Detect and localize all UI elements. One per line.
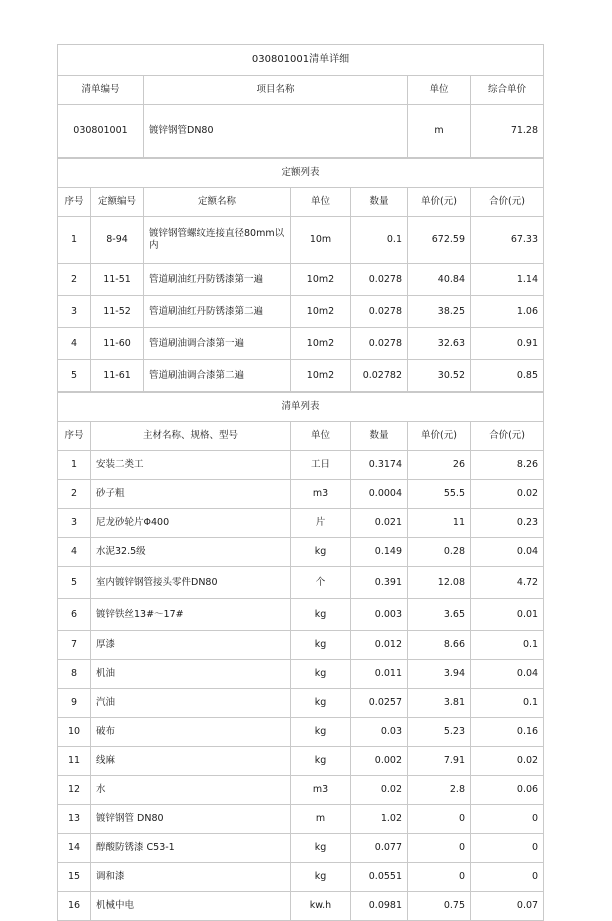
quota-header-unit: 单位 [291, 188, 351, 217]
bill-cell-no: 13 [58, 805, 91, 834]
bill-header-unit: 单位 [291, 422, 351, 451]
bill-header-row [58, 422, 544, 451]
bill-cell-qty: 1.02 [351, 805, 408, 834]
bill-cell-unit: kw.h [291, 892, 351, 921]
table-row [58, 660, 544, 689]
quota-header-price: 单价(元) [408, 188, 471, 217]
quota-cell-total: 1.06 [471, 296, 544, 328]
bill-cell-unit: kg [291, 631, 351, 660]
bill-cell-no: 10 [58, 718, 91, 747]
quota-cell-qty: 0.0278 [351, 328, 408, 360]
bill-cell-no: 4 [58, 538, 91, 567]
quota-list-table [57, 158, 544, 392]
bill-cell-name: 破布 [91, 718, 291, 747]
quota-cell-unit: 10m2 [291, 328, 351, 360]
bill-cell-no: 8 [58, 660, 91, 689]
bill-cell-no: 3 [58, 509, 91, 538]
quota-cell-no: 1 [58, 217, 91, 264]
bill-cell-unit: kg [291, 834, 351, 863]
bill-cell-no: 7 [58, 631, 91, 660]
table-row [58, 480, 544, 509]
quota-cell-no: 5 [58, 360, 91, 392]
bill-cell-name: 水 [91, 776, 291, 805]
bill-section-title-row [58, 393, 544, 422]
bill-cell-qty: 0.0551 [351, 863, 408, 892]
quota-cell-price: 32.63 [408, 328, 471, 360]
bill-cell-total: 0.06 [471, 776, 544, 805]
bill-cell-name: 砂子粗 [91, 480, 291, 509]
bill-cell-qty: 0.391 [351, 567, 408, 599]
table-row [58, 451, 544, 480]
bill-section-title: 清单列表 [58, 393, 544, 422]
bill-cell-name: 室内镀锌钢管接头零件DN80 [91, 567, 291, 599]
quota-header-code: 定额编号 [91, 188, 144, 217]
bill-cell-total: 0.02 [471, 747, 544, 776]
bill-cell-price: 11 [408, 509, 471, 538]
bill-cell-total: 0.1 [471, 689, 544, 718]
table-row [58, 217, 544, 264]
bill-cell-unit: kg [291, 599, 351, 631]
summary-header-unit: 单位 [408, 76, 471, 105]
bill-cell-no: 2 [58, 480, 91, 509]
quota-cell-unit: 10m2 [291, 264, 351, 296]
bill-cell-name: 安装二类工 [91, 451, 291, 480]
bill-cell-qty: 0.011 [351, 660, 408, 689]
quota-cell-no: 2 [58, 264, 91, 296]
bill-cell-price: 3.94 [408, 660, 471, 689]
quota-cell-code: 11-61 [91, 360, 144, 392]
bill-cell-no: 9 [58, 689, 91, 718]
bill-cell-qty: 0.0981 [351, 892, 408, 921]
bill-cell-total: 4.72 [471, 567, 544, 599]
quota-cell-total: 1.14 [471, 264, 544, 296]
summary-cell-unit: m [408, 105, 471, 158]
bill-cell-qty: 0.03 [351, 718, 408, 747]
table-row [58, 805, 544, 834]
quota-cell-no: 4 [58, 328, 91, 360]
quota-cell-unit: 10m [291, 217, 351, 264]
bill-header-price: 单价(元) [408, 422, 471, 451]
detail-sheet [57, 44, 543, 921]
bill-cell-price: 0.28 [408, 538, 471, 567]
quota-cell-total: 0.91 [471, 328, 544, 360]
bill-cell-total: 0.07 [471, 892, 544, 921]
bill-header-qty: 数量 [351, 422, 408, 451]
summary-header-price: 综合单价 [471, 76, 544, 105]
bill-header-name: 主材名称、规格、型号 [91, 422, 291, 451]
quota-cell-price: 672.59 [408, 217, 471, 264]
bill-cell-name: 线麻 [91, 747, 291, 776]
bill-cell-total: 0.04 [471, 538, 544, 567]
bill-cell-name: 汽油 [91, 689, 291, 718]
bill-cell-unit: kg [291, 660, 351, 689]
bill-cell-price: 0 [408, 834, 471, 863]
table-row [58, 509, 544, 538]
bill-cell-total: 0.04 [471, 660, 544, 689]
bill-cell-total: 0 [471, 805, 544, 834]
quota-cell-price: 38.25 [408, 296, 471, 328]
bill-cell-no: 15 [58, 863, 91, 892]
bill-cell-total: 8.26 [471, 451, 544, 480]
table-row [58, 264, 544, 296]
bill-cell-unit: kg [291, 863, 351, 892]
quota-cell-qty: 0.1 [351, 217, 408, 264]
bill-cell-total: 0.23 [471, 509, 544, 538]
quota-cell-no: 3 [58, 296, 91, 328]
summary-row [58, 105, 544, 158]
summary-header-row [58, 76, 544, 105]
bill-cell-no: 16 [58, 892, 91, 921]
bill-cell-price: 3.65 [408, 599, 471, 631]
table-row [58, 631, 544, 660]
bill-cell-price: 12.08 [408, 567, 471, 599]
bill-cell-no: 11 [58, 747, 91, 776]
bill-cell-price: 0 [408, 863, 471, 892]
bill-cell-name: 醇酸防锈漆 C53-1 [91, 834, 291, 863]
bill-cell-price: 0 [408, 805, 471, 834]
bill-cell-price: 7.91 [408, 747, 471, 776]
table-row [58, 328, 544, 360]
bill-cell-price: 2.8 [408, 776, 471, 805]
summary-table [57, 44, 544, 158]
bill-cell-name: 水泥32.5级 [91, 538, 291, 567]
table-row [58, 776, 544, 805]
bill-cell-price: 0.75 [408, 892, 471, 921]
bill-cell-unit: 片 [291, 509, 351, 538]
summary-cell-price: 71.28 [471, 105, 544, 158]
quota-cell-name: 镀锌钢管螺纹连接直径80mm以内 [144, 217, 291, 264]
quota-cell-total: 67.33 [471, 217, 544, 264]
table-row [58, 892, 544, 921]
quota-cell-name: 管道刷油红丹防锈漆第一遍 [144, 264, 291, 296]
quota-cell-qty: 0.0278 [351, 264, 408, 296]
quota-cell-code: 11-52 [91, 296, 144, 328]
bill-cell-unit: 个 [291, 567, 351, 599]
quota-cell-unit: 10m2 [291, 360, 351, 392]
quota-cell-qty: 0.02782 [351, 360, 408, 392]
summary-cell-code: 030801001 [58, 105, 144, 158]
summary-cell-name: 镀锌钢管DN80 [144, 105, 408, 158]
bill-cell-qty: 0.021 [351, 509, 408, 538]
quota-cell-name: 管道刷油调合漆第二遍 [144, 360, 291, 392]
table-row [58, 863, 544, 892]
bill-cell-name: 镀锌铁丝13#～17# [91, 599, 291, 631]
bill-cell-no: 14 [58, 834, 91, 863]
bill-cell-total: 0.02 [471, 480, 544, 509]
table-row [58, 834, 544, 863]
bill-cell-name: 尼龙砂轮片Φ400 [91, 509, 291, 538]
quota-header-total: 合价(元) [471, 188, 544, 217]
bill-cell-qty: 0.02 [351, 776, 408, 805]
quota-section-title-row [58, 159, 544, 188]
quota-cell-unit: 10m2 [291, 296, 351, 328]
bill-list-table [57, 392, 544, 921]
bill-cell-qty: 0.0257 [351, 689, 408, 718]
bill-cell-name: 机油 [91, 660, 291, 689]
bill-cell-unit: kg [291, 689, 351, 718]
bill-cell-no: 5 [58, 567, 91, 599]
bill-cell-qty: 0.012 [351, 631, 408, 660]
bill-cell-unit: 工日 [291, 451, 351, 480]
bill-cell-price: 55.5 [408, 480, 471, 509]
table-row [58, 599, 544, 631]
quota-header-no: 序号 [58, 188, 91, 217]
table-row [58, 567, 544, 599]
bill-cell-qty: 0.002 [351, 747, 408, 776]
table-row [58, 689, 544, 718]
table-row [58, 747, 544, 776]
bill-cell-unit: kg [291, 718, 351, 747]
bill-cell-name: 镀锌钢管 DN80 [91, 805, 291, 834]
bill-cell-no: 12 [58, 776, 91, 805]
bill-header-total: 合价(元) [471, 422, 544, 451]
summary-header-name: 项目名称 [144, 76, 408, 105]
summary-header-code: 清单编号 [58, 76, 144, 105]
bill-cell-price: 5.23 [408, 718, 471, 747]
bill-cell-no: 6 [58, 599, 91, 631]
bill-cell-qty: 0.0004 [351, 480, 408, 509]
quota-cell-qty: 0.0278 [351, 296, 408, 328]
bill-cell-no: 1 [58, 451, 91, 480]
bill-cell-unit: m3 [291, 480, 351, 509]
bill-cell-name: 调和漆 [91, 863, 291, 892]
bill-cell-unit: kg [291, 747, 351, 776]
bill-cell-price: 8.66 [408, 631, 471, 660]
bill-cell-unit: m [291, 805, 351, 834]
bill-cell-total: 0 [471, 834, 544, 863]
table-row [58, 718, 544, 747]
bill-cell-qty: 0.077 [351, 834, 408, 863]
bill-cell-unit: kg [291, 538, 351, 567]
bill-header-no: 序号 [58, 422, 91, 451]
quota-section-title: 定额列表 [58, 159, 544, 188]
table-row [58, 296, 544, 328]
page-title: 030801001清单详细 [58, 45, 544, 76]
quota-header-qty: 数量 [351, 188, 408, 217]
quota-cell-code: 11-51 [91, 264, 144, 296]
quota-cell-code: 11-60 [91, 328, 144, 360]
quota-cell-code: 8-94 [91, 217, 144, 264]
bill-cell-qty: 0.3174 [351, 451, 408, 480]
quota-cell-total: 0.85 [471, 360, 544, 392]
quota-header-row [58, 188, 544, 217]
quota-cell-name: 管道刷油调合漆第一遍 [144, 328, 291, 360]
bill-cell-price: 3.81 [408, 689, 471, 718]
quota-header-name: 定额名称 [144, 188, 291, 217]
quota-cell-name: 管道刷油红丹防锈漆第二遍 [144, 296, 291, 328]
bill-cell-name: 机械中电 [91, 892, 291, 921]
bill-cell-total: 0 [471, 863, 544, 892]
bill-cell-qty: 0.149 [351, 538, 408, 567]
bill-cell-name: 厚漆 [91, 631, 291, 660]
bill-cell-unit: m3 [291, 776, 351, 805]
quota-cell-price: 30.52 [408, 360, 471, 392]
bill-cell-total: 0.1 [471, 631, 544, 660]
quota-cell-price: 40.84 [408, 264, 471, 296]
bill-cell-total: 0.01 [471, 599, 544, 631]
bill-cell-price: 26 [408, 451, 471, 480]
bill-cell-qty: 0.003 [351, 599, 408, 631]
table-row [58, 360, 544, 392]
document-title-row [58, 45, 544, 76]
table-row [58, 538, 544, 567]
bill-cell-total: 0.16 [471, 718, 544, 747]
